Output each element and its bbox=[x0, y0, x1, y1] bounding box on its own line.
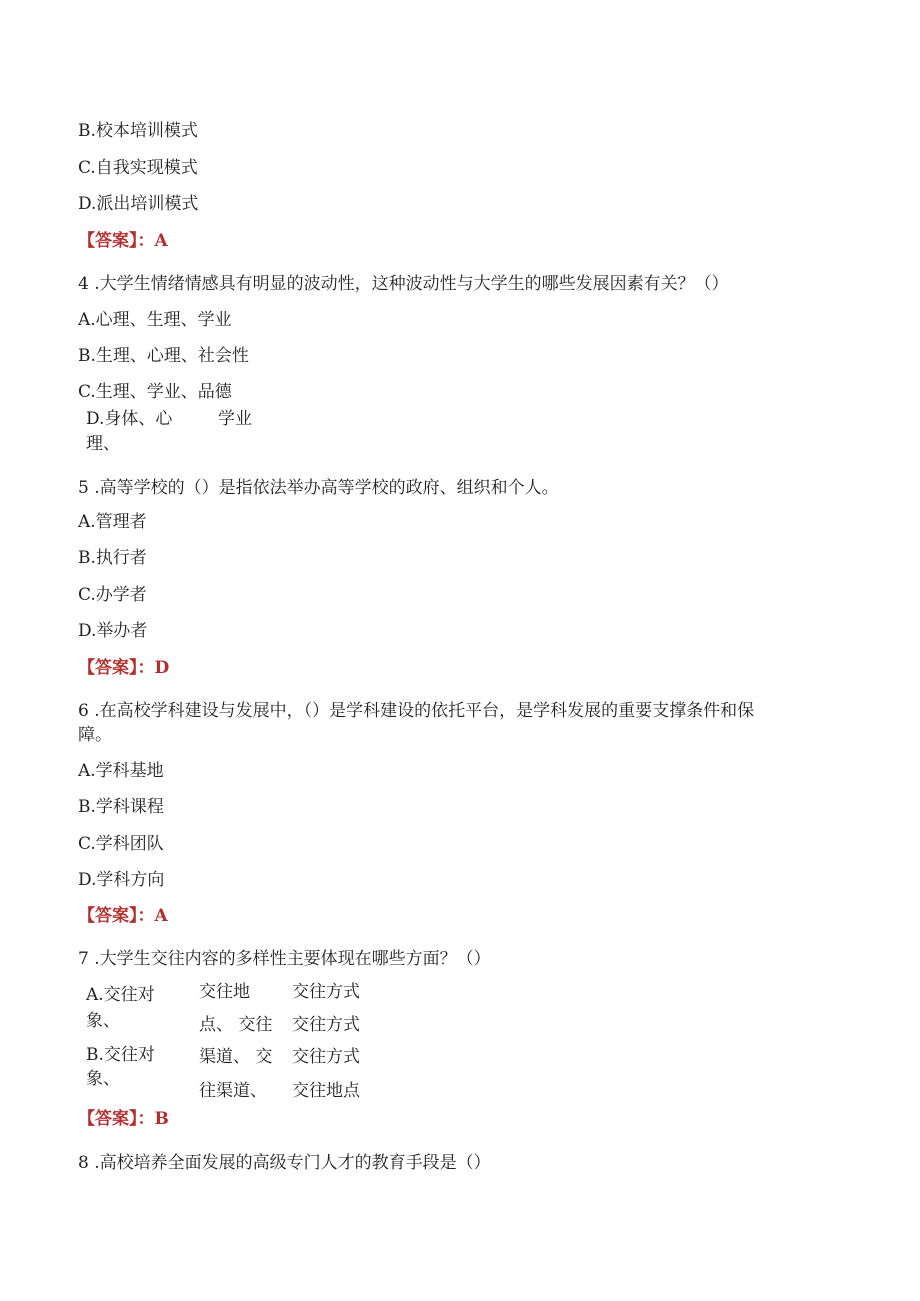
q4-option-a: A.心理、生理、学业 bbox=[78, 310, 232, 330]
q8-question: 8 .高校培养全面发展的高级专门人才的教育手段是（） bbox=[78, 1153, 491, 1173]
q6-option-b: B.学科课程 bbox=[78, 797, 164, 817]
q7-cell: 渠道、 交 bbox=[199, 1047, 273, 1067]
q4-option-c: C.生理、学业、品德 bbox=[78, 382, 232, 402]
q4-option-d: D.身体、心 bbox=[86, 409, 173, 429]
q3-option-b: B.校本培训模式 bbox=[78, 121, 198, 141]
q6-option-d: D.学科方向 bbox=[78, 870, 165, 890]
q4-option-b: B.生理、心理、社会性 bbox=[78, 346, 249, 366]
q7-option-a: A.交往对 bbox=[86, 985, 155, 1005]
q4-option-d-wrap: 理、 bbox=[86, 434, 120, 454]
q4-option-d-part: 学业 bbox=[218, 409, 252, 429]
q3-answer: 【答案】：A bbox=[78, 231, 168, 251]
q5-answer: 【答案】：D bbox=[78, 658, 170, 678]
q6-question: 6 .在高校学科建设与发展中，（）是学科建设的依托平台，是学科发展的重要支撑条件和保 bbox=[78, 701, 755, 721]
q7-cell: 往渠道、 bbox=[199, 1081, 267, 1101]
q7-cell: 交往方式 bbox=[292, 1015, 360, 1035]
q6-answer: 【答案】：A bbox=[78, 906, 168, 926]
q5-option-b: B.执行者 bbox=[78, 548, 147, 568]
q7-cell: 点、 交往 bbox=[199, 1015, 273, 1035]
q5-option-c: C.办学者 bbox=[78, 585, 147, 605]
q3-option-d: D.派出培训模式 bbox=[78, 194, 199, 214]
q7-option-b-wrap: 象、 bbox=[86, 1069, 120, 1089]
q7-cell: 交往地点 bbox=[292, 1081, 360, 1101]
q6-question-cont: 障。 bbox=[78, 725, 112, 745]
q5-question: 5 .高等学校的（）是指依法举办高等学校的政府、组织和个人。 bbox=[78, 478, 559, 498]
q7-cell: 交往方式 bbox=[292, 982, 360, 1002]
q7-answer: 【答案】：B bbox=[78, 1109, 169, 1129]
q6-option-c: C.学科团队 bbox=[78, 834, 164, 854]
q4-question: 4 .大学生情绪情感具有明显的波动性，这种波动性与大学生的哪些发展因素有关？（） bbox=[78, 274, 729, 294]
q5-option-a: A.管理者 bbox=[78, 512, 147, 532]
q5-option-d: D.举办者 bbox=[78, 621, 148, 641]
q7-option-a-wrap: 象、 bbox=[86, 1011, 120, 1031]
q6-option-a: A.学科基地 bbox=[78, 761, 164, 781]
q7-cell: 交往地 bbox=[199, 982, 250, 1002]
q3-option-c: C.自我实现模式 bbox=[78, 158, 198, 178]
q7-option-b: B.交往对 bbox=[86, 1045, 155, 1065]
q7-cell: 交往方式 bbox=[292, 1047, 360, 1067]
q7-question: 7 .大学生交往内容的多样性主要体现在哪些方面？（） bbox=[78, 949, 491, 969]
